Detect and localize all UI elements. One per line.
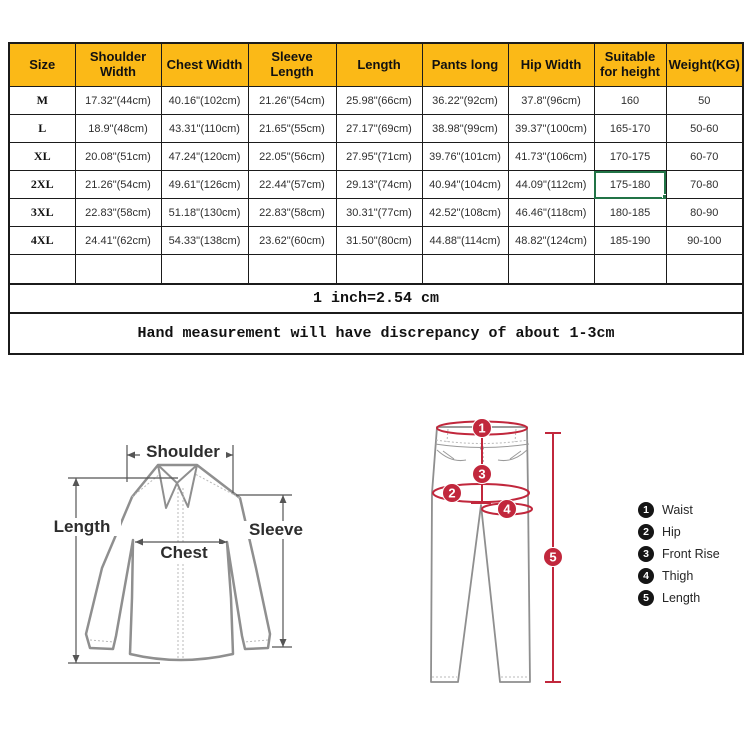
- table-cell[interactable]: 39.37"(100cm): [508, 115, 594, 143]
- table-cell[interactable]: 51.18"(130cm): [161, 199, 248, 227]
- legend-item-waist: [638, 502, 720, 518]
- shirt-sleeve-label: Sleeve: [238, 521, 314, 539]
- empty-cell[interactable]: [248, 255, 336, 285]
- legend-label-front-rise: Front Rise: [662, 547, 720, 561]
- table-cell[interactable]: 40.16"(102cm): [161, 87, 248, 115]
- table-cell[interactable]: 50-60: [666, 115, 743, 143]
- table-cell[interactable]: 37.8"(96cm): [508, 87, 594, 115]
- table-cell[interactable]: 160: [594, 87, 666, 115]
- table-cell[interactable]: 27.95"(71cm): [336, 143, 422, 171]
- table-cell[interactable]: 42.52"(108cm): [422, 199, 508, 227]
- legend-item-length: [638, 590, 720, 606]
- col-header-sleeve-length[interactable]: Sleeve Length: [248, 43, 336, 87]
- table-cell[interactable]: 23.62"(60cm): [248, 227, 336, 255]
- legend-marker-2: 2: [638, 524, 654, 540]
- table-cell[interactable]: 21.65"(55cm): [248, 115, 336, 143]
- row-label-2xl[interactable]: 2XL: [9, 171, 75, 199]
- pants-marker-2-number: 2: [448, 485, 456, 501]
- table-cell[interactable]: 46.46"(118cm): [508, 199, 594, 227]
- shirt-outline: [86, 465, 270, 660]
- legend-marker-5: 5: [638, 590, 654, 606]
- legend-item-hip: [638, 524, 720, 540]
- table-cell[interactable]: 17.32"(44cm): [75, 87, 161, 115]
- col-header-pants-long[interactable]: Pants long: [422, 43, 508, 87]
- pants-marker-1-number: 1: [478, 420, 486, 436]
- table-cell[interactable]: 180-185: [594, 199, 666, 227]
- col-header-suitable-for-height[interactable]: Suitable for height: [594, 43, 666, 87]
- shirt-shoulder-label: Shoulder: [140, 443, 226, 461]
- col-header-hip-width[interactable]: Hip Width: [508, 43, 594, 87]
- table-cell[interactable]: 90-100: [666, 227, 743, 255]
- row-label-l[interactable]: L: [9, 115, 75, 143]
- col-header-chest-width[interactable]: Chest Width: [161, 43, 248, 87]
- legend-marker-1: 1: [638, 502, 654, 518]
- col-header-shoulder-width[interactable]: Shoulder Width: [75, 43, 161, 87]
- pants-marker-5-number: 5: [549, 549, 557, 565]
- row-label-4xl[interactable]: 4XL: [9, 227, 75, 255]
- table-cell[interactable]: 70-80: [666, 171, 743, 199]
- table-cell[interactable]: 21.26"(54cm): [75, 171, 161, 199]
- table-cell[interactable]: 170-175: [594, 143, 666, 171]
- table-cell[interactable]: 20.08"(51cm): [75, 143, 161, 171]
- table-row-l: [9, 115, 743, 143]
- legend-label-hip: Hip: [662, 525, 681, 539]
- empty-cell[interactable]: [422, 255, 508, 285]
- empty-cell[interactable]: [9, 255, 75, 285]
- table-cell[interactable]: 50: [666, 87, 743, 115]
- legend-item-thigh: [638, 568, 720, 584]
- note-row-hand: [9, 313, 743, 354]
- table-row-4xl: [9, 227, 743, 255]
- table-cell[interactable]: 22.44"(57cm): [248, 171, 336, 199]
- note-row-inch: [9, 284, 743, 313]
- table-cell[interactable]: 29.13"(74cm): [336, 171, 422, 199]
- size-table: [8, 42, 744, 355]
- table-cell[interactable]: 44.09"(112cm): [508, 171, 594, 199]
- empty-cell[interactable]: [508, 255, 594, 285]
- table-cell[interactable]: 22.83"(58cm): [248, 199, 336, 227]
- pants-diagram-svg: [410, 413, 580, 688]
- table-cell[interactable]: 54.33"(138cm): [161, 227, 248, 255]
- table-cell[interactable]: 31.50"(80cm): [336, 227, 422, 255]
- legend-label-thigh: Thigh: [662, 569, 694, 583]
- table-cell[interactable]: 21.26"(54cm): [248, 87, 336, 115]
- legend-label-length: Length: [662, 591, 701, 605]
- table-cell[interactable]: 49.61"(126cm): [161, 171, 248, 199]
- empty-row: [9, 255, 743, 285]
- shirt-length-label: Length: [43, 518, 121, 536]
- note-inch-conversion: 1 inch=2.54 cm: [9, 284, 743, 313]
- table-cell[interactable]: 22.05"(56cm): [248, 143, 336, 171]
- table-cell[interactable]: 40.94"(104cm): [422, 171, 508, 199]
- legend-marker-4: 4: [638, 568, 654, 584]
- empty-cell[interactable]: [594, 255, 666, 285]
- table-cell[interactable]: 47.24"(120cm): [161, 143, 248, 171]
- col-header-size[interactable]: Size: [9, 43, 75, 87]
- table-cell[interactable]: 24.41"(62cm): [75, 227, 161, 255]
- table-cell[interactable]: 18.9"(48cm): [75, 115, 161, 143]
- table-cell[interactable]: 44.88"(114cm): [422, 227, 508, 255]
- table-row-xl: [9, 143, 743, 171]
- pants-legend: [638, 502, 720, 612]
- table-cell[interactable]: 80-90: [666, 199, 743, 227]
- empty-cell[interactable]: [666, 255, 743, 285]
- table-cell[interactable]: 36.22"(92cm): [422, 87, 508, 115]
- table-row-2xl: [9, 171, 743, 199]
- legend-marker-3: 3: [638, 546, 654, 562]
- note-hand-measurement: Hand measurement will have discrepancy of about 1-3cm: [9, 313, 743, 354]
- table-cell[interactable]: 165-170: [594, 115, 666, 143]
- table-cell[interactable]: 25.98"(66cm): [336, 87, 422, 115]
- header-row: [9, 43, 743, 87]
- table-cell[interactable]: 48.82"(124cm): [508, 227, 594, 255]
- table-cell[interactable]: 30.31"(77cm): [336, 199, 422, 227]
- pants-marker-3-number: 3: [478, 466, 486, 482]
- col-header-weight[interactable]: Weight(KG): [666, 43, 743, 87]
- table-cell[interactable]: 185-190: [594, 227, 666, 255]
- table-cell[interactable]: 22.83"(58cm): [75, 199, 161, 227]
- empty-cell[interactable]: [161, 255, 248, 285]
- table-cell[interactable]: 43.31"(110cm): [161, 115, 248, 143]
- row-label-m[interactable]: M: [9, 87, 75, 115]
- empty-cell[interactable]: [75, 255, 161, 285]
- selected-cell[interactable]: 175-180: [594, 171, 666, 199]
- pants-marker-4-number: 4: [503, 501, 511, 517]
- table-cell[interactable]: 60-70: [666, 143, 743, 171]
- table-cell[interactable]: 38.98"(99cm): [422, 115, 508, 143]
- table-cell[interactable]: 27.17"(69cm): [336, 115, 422, 143]
- table-cell[interactable]: 41.73"(106cm): [508, 143, 594, 171]
- legend-item-front-rise: [638, 546, 720, 562]
- row-label-xl[interactable]: XL: [9, 143, 75, 171]
- empty-cell[interactable]: [336, 255, 422, 285]
- legend-label-waist: Waist: [662, 503, 693, 517]
- table-row-3xl: [9, 199, 743, 227]
- shirt-chest-label: Chest: [146, 544, 222, 562]
- row-label-3xl[interactable]: 3XL: [9, 199, 75, 227]
- col-header-length[interactable]: Length: [336, 43, 422, 87]
- table-row-m: [9, 87, 743, 115]
- table-cell[interactable]: 39.76"(101cm): [422, 143, 508, 171]
